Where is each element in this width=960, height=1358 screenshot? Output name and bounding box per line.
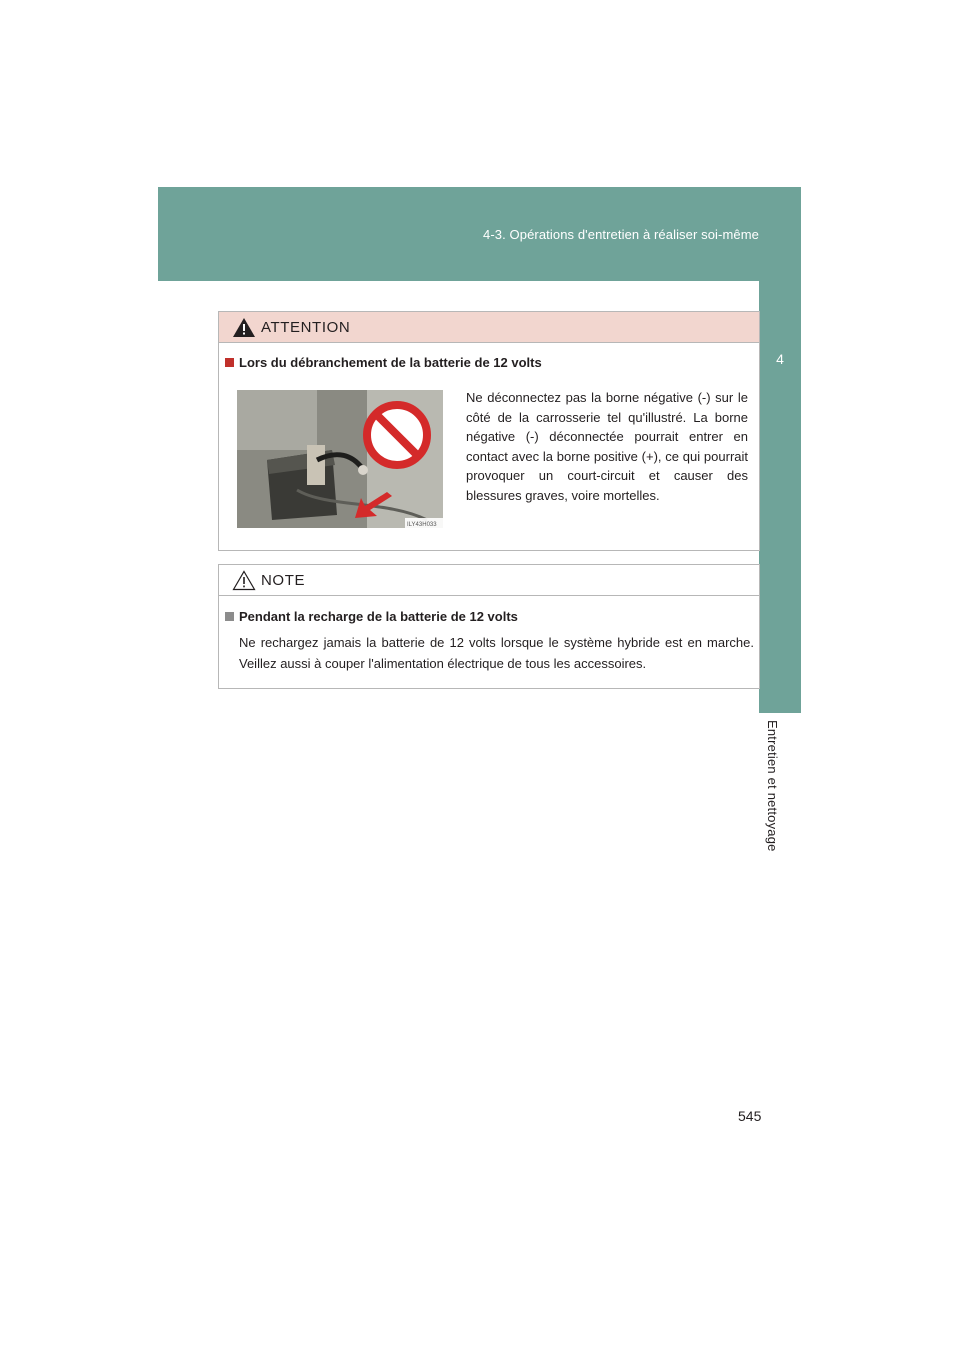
square-bullet-icon bbox=[225, 612, 234, 621]
note-title: NOTE bbox=[261, 572, 306, 589]
note-box-header bbox=[219, 565, 759, 596]
note-heading bbox=[225, 609, 518, 624]
warning-box bbox=[218, 311, 760, 551]
warning-box-header bbox=[219, 312, 759, 343]
battery-terminal-photo bbox=[237, 390, 443, 528]
section-title: 4-3. Opérations d'entretien à réaliser soi-même bbox=[483, 227, 759, 242]
caution-triangle-icon bbox=[232, 570, 256, 591]
section-header-band bbox=[158, 187, 801, 281]
chapter-side-tab bbox=[759, 281, 801, 713]
chapter-label: Entretien et nettoyage bbox=[765, 720, 780, 852]
page-number: 545 bbox=[738, 1108, 762, 1124]
note-body: Ne rechargez jamais la batterie de 12 volts lorsque le système hybride est en marche. Veillez aussi à couper l'alimentation électrique de tous les accessoires. bbox=[239, 635, 754, 671]
note-heading-text: Pendant la recharge de la batterie de 12 volts bbox=[239, 609, 518, 624]
note-box bbox=[218, 564, 760, 689]
warning-heading-text: Lors du débranchement de la batterie de 12 volts bbox=[239, 355, 542, 370]
square-bullet-icon bbox=[225, 358, 234, 367]
chapter-number: 4 bbox=[776, 351, 784, 367]
warning-title: ATTENTION bbox=[261, 319, 351, 336]
warning-triangle-icon bbox=[232, 317, 256, 338]
warning-body: Ne déconnectez pas la borne négative (-) sur le côté de la carrosserie tel qu'illustré. La borne négative (-) déconnectée pourrait entrer en contact avec la borne positive (+), ce qui pourrait provoquer un court-circuit et causer des blessures graves, voire mortelles. bbox=[466, 390, 748, 503]
warning-heading bbox=[225, 355, 542, 370]
image-code: ILY43H033 bbox=[407, 522, 437, 528]
chapter-label-container bbox=[765, 720, 790, 870]
